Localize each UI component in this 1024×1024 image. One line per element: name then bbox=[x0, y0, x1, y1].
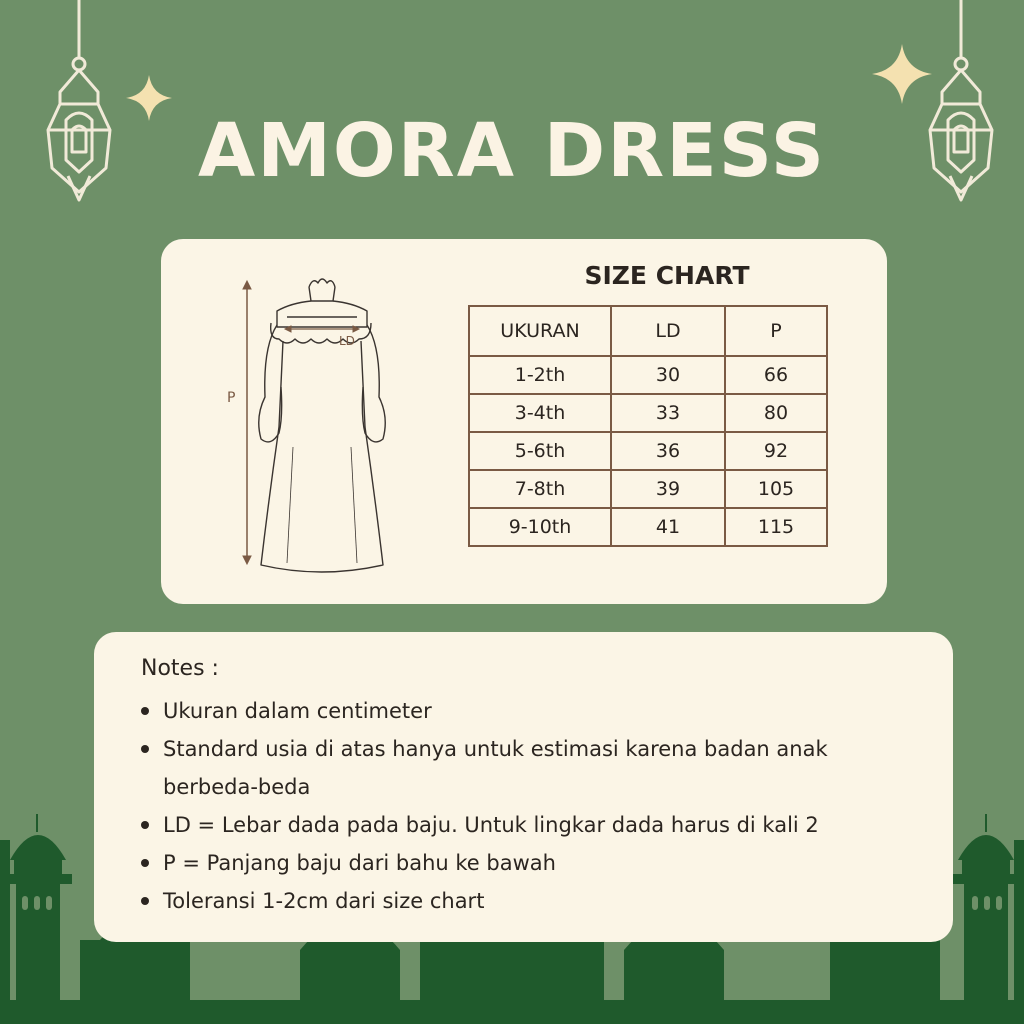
column-header-ld: LD bbox=[611, 306, 725, 356]
chest-label: LD bbox=[339, 334, 355, 348]
notes-title: Notes : bbox=[141, 656, 219, 681]
list-item: Standard usia di atas hanya untuk estimasi karena badan anak berbeda-beda bbox=[141, 730, 921, 806]
dress-measurement-diagram bbox=[221, 267, 421, 577]
four-point-star-icon bbox=[872, 44, 932, 104]
column-header-ukuran: UKURAN bbox=[469, 306, 611, 356]
notes-list bbox=[141, 692, 921, 920]
size-chart-card bbox=[161, 239, 887, 604]
p-cell: 115 bbox=[725, 508, 827, 546]
size-cell: 5-6th bbox=[469, 432, 611, 470]
page-title: AMORA DRESS bbox=[197, 108, 827, 194]
size-chart-heading: SIZE CHART bbox=[584, 261, 750, 290]
size-cell: 3-4th bbox=[469, 394, 611, 432]
table-row bbox=[469, 432, 827, 470]
list-item: LD = Lebar dada pada baju. Untuk lingkar dada harus di kali 2 bbox=[141, 806, 921, 844]
ld-cell: 39 bbox=[611, 470, 725, 508]
table-row bbox=[469, 356, 827, 394]
ld-cell: 41 bbox=[611, 508, 725, 546]
size-cell: 9-10th bbox=[469, 508, 611, 546]
length-arrow bbox=[243, 281, 251, 564]
p-cell: 105 bbox=[725, 470, 827, 508]
size-cell: 1-2th bbox=[469, 356, 611, 394]
list-item: P = Panjang baju dari bahu ke bawah bbox=[141, 844, 921, 882]
p-cell: 66 bbox=[725, 356, 827, 394]
ld-cell: 33 bbox=[611, 394, 725, 432]
size-table bbox=[468, 305, 828, 547]
notes-card bbox=[94, 632, 953, 942]
length-label: P bbox=[227, 390, 236, 406]
table-row bbox=[469, 394, 827, 432]
table-row bbox=[469, 508, 827, 546]
ld-cell: 36 bbox=[611, 432, 725, 470]
column-header-p: P bbox=[725, 306, 827, 356]
table-row bbox=[469, 470, 827, 508]
table-header-row bbox=[469, 306, 827, 356]
list-item: Toleransi 1-2cm dari size chart bbox=[141, 882, 921, 920]
ld-cell: 30 bbox=[611, 356, 725, 394]
list-item: Ukuran dalam centimeter bbox=[141, 692, 921, 730]
size-cell: 7-8th bbox=[469, 470, 611, 508]
p-cell: 80 bbox=[725, 394, 827, 432]
p-cell: 92 bbox=[725, 432, 827, 470]
